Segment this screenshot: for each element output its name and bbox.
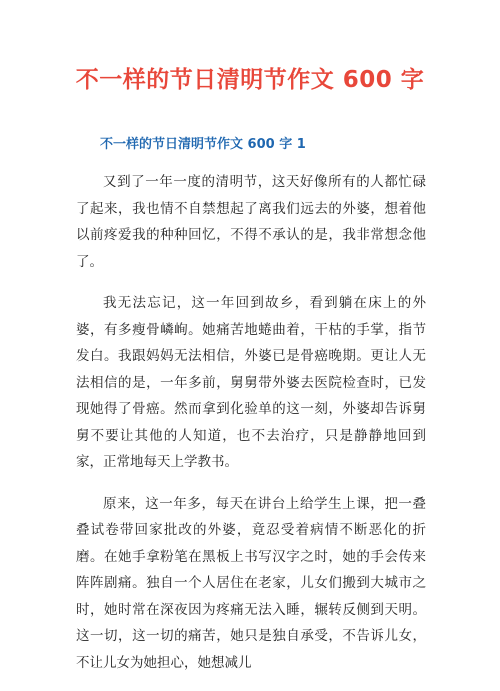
paragraph-3: 原来，这一年多，每天在讲台上给学生上课，把一叠叠试卷带回家批改的外婆，竟忍受着病情不断恶化的折磨。在她手拿粉笔在黑板上书写汉字之时，她的手会传来阵阵剧痛。独自一个人居住在老家，儿女们搬到大城市之时，她时常在深夜因为疼痛无法入睡，辗转反侧到天明。这一切，这一切的痛苦，她只是独自承受，不告诉儿女，不让儿女为她担心，她想减儿: [76, 495, 426, 671]
article-body: [76, 169, 426, 691]
paragraph-1: 又到了一年一度的清明节，这天好像所有的人都忙碌了起来，我也情不自禁想起了离我们远去的外婆，想着他以前疼爱我的种种回忆，不得不承认的是，我非常想念他了。: [76, 174, 426, 270]
section-heading: 不一样的节日清明节作文 600 字 1: [100, 137, 306, 152]
page-title: 不一样的节日清明节作文 600 字: [75, 67, 425, 93]
paragraph-2: 我无法忘记，这一年回到故乡，看到躺在床上的外婆，有多瘦骨嶙峋。她痛苦地蜷曲着，干枯的手掌，指节发白。我跟妈妈无法相信，外婆已是骨癌晚期。更让人无法相信的是，一年多前，舅舅带外婆去医院检查时，已发现她得了骨癌。然而拿到化验单的这一刻，外婆却告诉舅舅不要让其他的人知道，也不去治疗，只是静静地回到家，正常地每天上学教书。: [76, 295, 426, 470]
